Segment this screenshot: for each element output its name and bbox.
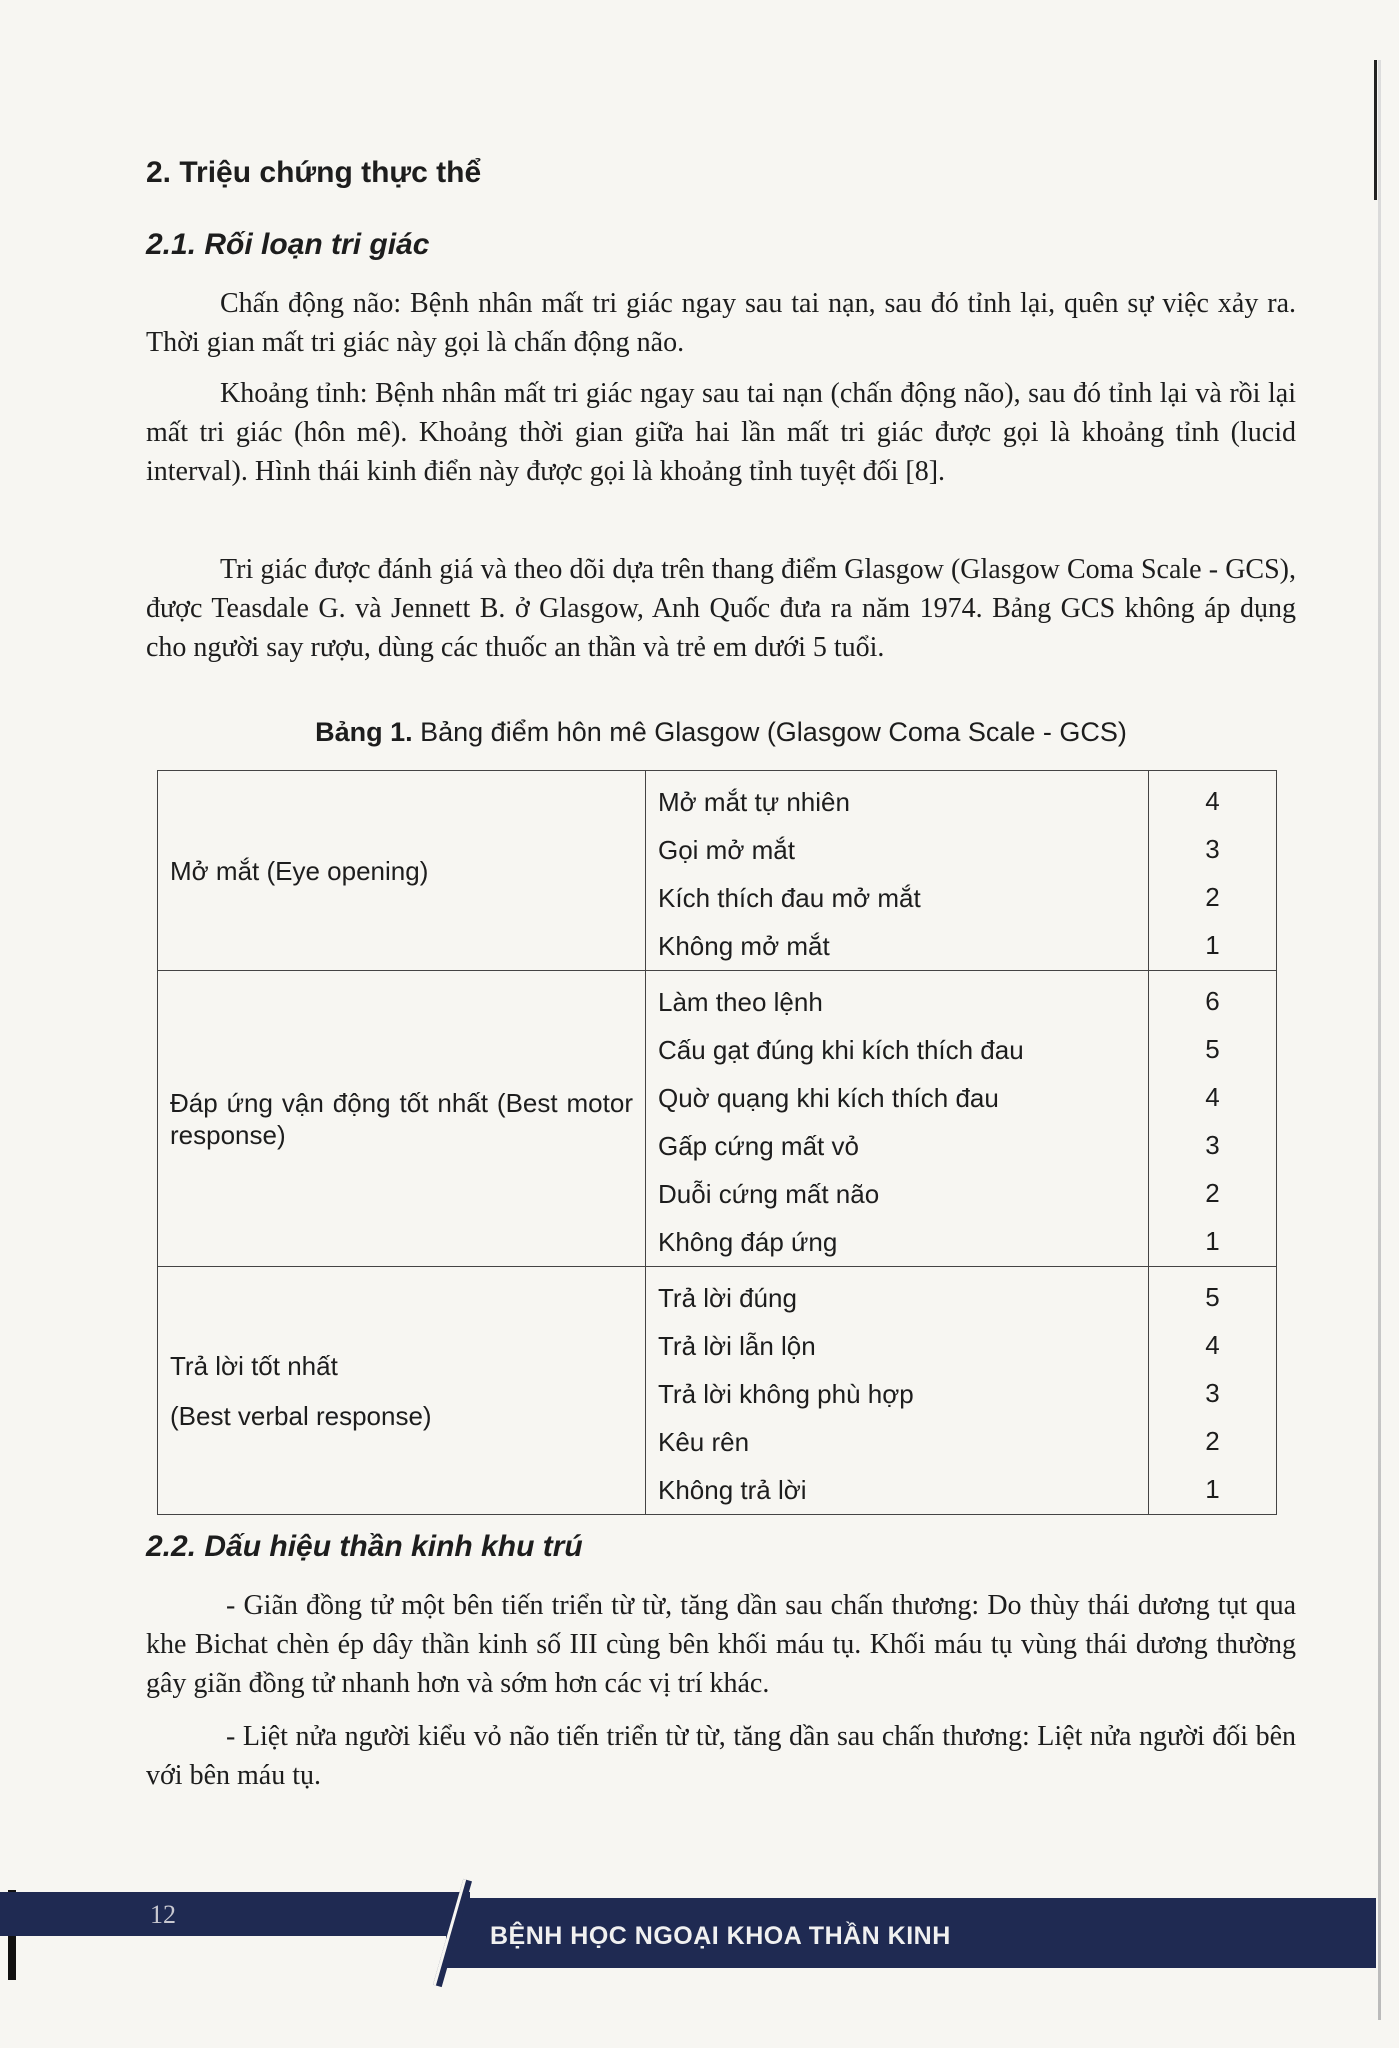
subsection-title-2: 2.2. Dấu hiệu thần kinh khu trú: [146, 1530, 583, 1563]
score-cell: 2: [1205, 882, 1220, 912]
score-cell: 3: [1205, 834, 1220, 864]
paragraph-lucid-interval: Khoảng tỉnh: Bệnh nhân mất tri giác ngay sau tai nạn (chấn động não), sau đó tỉnh lại và rồi lại mất tri giác (hôn mê). Khoảng thời gian giữa hai lần mất tri giác được gọi là khoảng tỉnh (lucid interval). Hình thái kinh điển này được gọi là khoảng tỉnh tuyệt đối [8].: [146, 378, 1296, 487]
table-row-verbal: [158, 1267, 1277, 1515]
score-cell: 4: [1205, 786, 1220, 816]
table-caption-text: Bảng điểm hôn mê Glasgow (Glasgow Coma Scale - GCS): [420, 717, 1127, 747]
response-cell: Không đáp ứng: [658, 1226, 838, 1257]
response-cell: Trả lời lẫn lộn: [658, 1330, 816, 1361]
table-caption-label: Bảng 1.: [315, 717, 413, 747]
responses-motor: [646, 971, 1149, 1267]
response-cell: Trả lời đúng: [658, 1282, 797, 1313]
scores-motor: [1149, 971, 1277, 1267]
paragraph-gcs-intro: Tri giác được đánh giá và theo dõi dựa trên thang điểm Glasgow (Glasgow Coma Scale - GCS), được Teasdale G. và Jennett B. ở Glasgow, Anh Quốc đưa ra năm 1974. Bảng GCS không áp dụng cho người say rượu, dùng các thuốc an thần và trẻ em dưới 5 tuổi.: [146, 554, 1296, 663]
paragraph-concussion: Chấn động não: Bệnh nhân mất tri giác ngay sau tai nạn, sau đó tỉnh lại, quên sự việc xảy ra. Thời gian mất tri giác này gọi là chấn động não.: [146, 288, 1296, 358]
response-cell: Không trả lời: [658, 1474, 807, 1505]
section-title: 2. Triệu chứng thực thể: [146, 156, 482, 189]
responses-verbal: [646, 1267, 1149, 1515]
paragraph-pupil-dilation: - Giãn đồng tử một bên tiến triển từ từ, tăng dần sau chấn thương: Do thùy thái dương tụt qua khe Bichat chèn ép dây thần kinh số III cùng bên khối máu tụ. Khối máu tụ vùng thái dương thường gây giãn đồng tử nhanh hơn và sớm hơn các vị trí khác.: [146, 1590, 1296, 1699]
response-cell: Gấp cứng mất vỏ: [658, 1130, 859, 1161]
page-footer: [0, 1892, 1399, 1968]
page-edge-shadow: [1374, 60, 1377, 200]
response-cell: Kích thích đau mở mắt: [658, 882, 921, 913]
footer-band-left: [0, 1892, 470, 1936]
response-cell: Mở mắt tự nhiên: [658, 786, 850, 817]
score-cell: 2: [1205, 1178, 1220, 1208]
table-row-motor: [158, 971, 1277, 1267]
scores-verbal: [1149, 1267, 1277, 1515]
category-motor: [158, 971, 646, 1267]
score-cell: 3: [1205, 1378, 1220, 1408]
responses-eye: [646, 771, 1149, 971]
page-number: 12: [150, 1900, 176, 1929]
table-row-eye: [158, 771, 1277, 971]
response-cell: Gọi mở mắt: [658, 834, 795, 865]
gcs-table: [157, 770, 1277, 1515]
score-cell: 1: [1205, 930, 1220, 960]
score-cell: 5: [1205, 1034, 1220, 1064]
score-cell: 6: [1205, 986, 1220, 1016]
subsection-title-1: 2.1. Rối loạn tri giác: [146, 228, 430, 261]
score-cell: 5: [1205, 1282, 1220, 1312]
response-cell: Không mở mắt: [658, 930, 830, 961]
scores-eye: [1149, 771, 1277, 971]
score-cell: 2: [1205, 1426, 1220, 1456]
response-cell: Duỗi cứng mất não: [658, 1178, 880, 1209]
response-cell: Kêu rên: [658, 1426, 750, 1457]
page-edge: [1378, 60, 1381, 2020]
response-cell: Trả lời không phù hợp: [658, 1378, 914, 1409]
score-cell: 3: [1205, 1130, 1220, 1160]
response-cell: Làm theo lệnh: [658, 986, 823, 1017]
paragraph-hemiplegia: - Liệt nửa người kiểu vỏ não tiến triển từ từ, tăng dần sau chấn thương: Liệt nửa người đối bên với bên máu tụ.: [146, 1721, 1296, 1791]
response-cell: Quờ quạng khi kích thích đau: [658, 1082, 999, 1113]
score-cell: 4: [1205, 1082, 1220, 1112]
table-caption: [146, 717, 1296, 748]
score-cell: 4: [1205, 1330, 1220, 1360]
category-verbal-line1: Trả lời tốt nhất: [170, 1350, 338, 1381]
score-cell: 1: [1205, 1474, 1220, 1504]
category-verbal-line2: (Best verbal response): [170, 1400, 432, 1431]
score-cell: 1: [1205, 1226, 1220, 1256]
book-title: BỆNH HỌC NGOẠI KHOA THẦN KINH: [490, 1922, 951, 1950]
category-verbal: [158, 1267, 646, 1515]
response-cell: Cấu gạt đúng khi kích thích đau: [658, 1034, 1024, 1065]
category-motor-text: Đáp ứng vận động tốt nhất (Best motor response): [170, 1087, 633, 1150]
category-eye: Mở mắt (Eye opening): [158, 771, 646, 971]
